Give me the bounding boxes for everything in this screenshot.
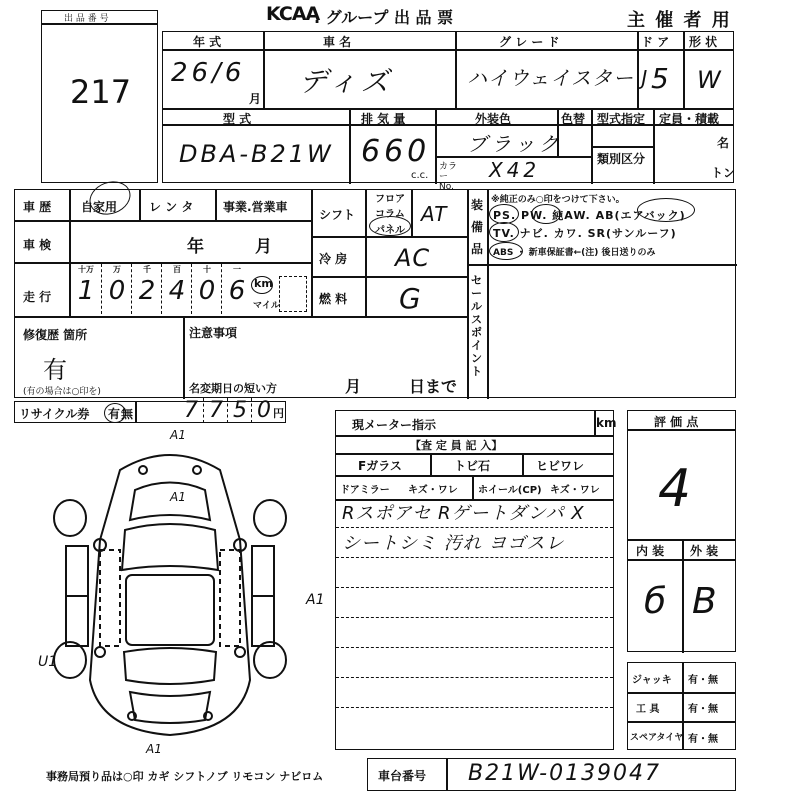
odometer-digit: 4 bbox=[168, 276, 186, 306]
wheel-value: キズ・ワレ bbox=[550, 485, 600, 496]
inspector-header: 【査 定 員 記 入】 bbox=[410, 439, 503, 452]
history-rental: レ ン タ bbox=[149, 200, 194, 214]
caution-label: 注意事項 bbox=[189, 326, 238, 340]
month-unit: 月 bbox=[249, 92, 262, 106]
shift-floor: フロア bbox=[375, 194, 405, 205]
capacity-label: 定員・積載 bbox=[659, 112, 720, 126]
vehicle-info-grid bbox=[162, 31, 736, 192]
mile-label: マイル bbox=[253, 301, 280, 311]
inspection-year: 年 bbox=[187, 237, 204, 257]
deadline-day: 日まで bbox=[409, 377, 458, 396]
equip-circle-tv bbox=[489, 222, 519, 242]
recycle-box bbox=[14, 398, 286, 423]
spare-value: 有・無 bbox=[688, 734, 718, 745]
recycle-unit: 円 bbox=[273, 407, 284, 420]
odometer-digit-cell bbox=[161, 264, 192, 314]
history-commercial: 事業.営業車 bbox=[223, 200, 288, 214]
inspector-box bbox=[335, 410, 617, 750]
interior-value: б bbox=[644, 581, 671, 622]
spare-label: スペアタイヤ bbox=[630, 733, 684, 743]
shift-panel-circle bbox=[369, 216, 411, 236]
color-no-value: X42 bbox=[489, 158, 541, 182]
recycle-yes: 有 bbox=[108, 407, 121, 421]
tools-label: 工 具 bbox=[636, 704, 660, 715]
mile-box bbox=[279, 276, 307, 312]
capacity-unit2: トン bbox=[711, 166, 736, 180]
shift-label: シフト bbox=[319, 208, 356, 222]
mark-top: A1 bbox=[170, 428, 186, 442]
equipment-row2: TV. ナビ. カワ. SR(サンルーフ) bbox=[493, 227, 677, 240]
note-line-2 bbox=[336, 557, 613, 558]
inspection-label: 車 検 bbox=[23, 238, 52, 252]
body-value: W bbox=[697, 66, 725, 94]
chassis-value: B21W-0139047 bbox=[468, 761, 662, 786]
name-value: ディズ bbox=[299, 65, 393, 98]
odometer-digit-label: 十万 bbox=[78, 265, 94, 274]
grade-value: ハイウェイスター J bbox=[467, 66, 649, 90]
name-label: 車 名 bbox=[323, 35, 352, 49]
odometer-digit: 6 bbox=[228, 276, 246, 306]
repair-note: (有の場合は○印を) bbox=[23, 387, 101, 397]
ac-value: AC bbox=[395, 244, 431, 272]
history-private: 自家用 bbox=[81, 200, 118, 214]
lot-number-label: 出 品 番 号 bbox=[64, 14, 109, 24]
inspection-month: 月 bbox=[255, 237, 272, 257]
capacity-unit1: 名 bbox=[717, 136, 730, 150]
wheel-label: ホイール(CP) bbox=[478, 485, 542, 496]
odometer-digit-cell bbox=[131, 264, 162, 314]
odometer-digit-cell bbox=[71, 264, 101, 314]
history-label: 車 歴 bbox=[23, 200, 52, 214]
note-line-5 bbox=[336, 647, 613, 648]
mirror-value: キズ・ワレ bbox=[408, 485, 458, 496]
type-designation-label: 型式指定 bbox=[597, 112, 646, 126]
year-label: 年 式 bbox=[193, 35, 222, 49]
color-value: ブラック bbox=[467, 132, 563, 156]
ac-label: 冷 房 bbox=[319, 252, 348, 266]
office-note: 事務局預り品は○印 カギ シフトノブ リモコン ナビロム bbox=[46, 770, 324, 783]
header-role: 主 催 者 用 bbox=[627, 10, 732, 31]
odometer-digit-label: 一 bbox=[233, 265, 241, 274]
equipment-row1: PS. PW. 純AW. AB(エアバック) bbox=[493, 209, 686, 222]
fuel-label: 燃 料 bbox=[319, 292, 348, 306]
jack-value: 有・無 bbox=[688, 675, 718, 686]
history-block bbox=[14, 189, 736, 398]
model-label: 型 式 bbox=[223, 112, 252, 126]
recycle-digit: 5 bbox=[227, 398, 252, 423]
glass-opt1: トビ石 bbox=[454, 459, 491, 473]
color-label: 外装色 bbox=[475, 112, 512, 126]
header-title: . グループ 出 品 票 bbox=[314, 8, 454, 27]
inspector-note1: Rスポアセ Rゲートダンパ X bbox=[342, 503, 585, 524]
sales-point-label: セールスポイント bbox=[471, 274, 482, 378]
repair-label: 修復歴 箇所 bbox=[23, 328, 88, 342]
disp-unit: c.c. bbox=[411, 170, 429, 181]
deadline-label: 名変期日の短い方 bbox=[189, 382, 277, 395]
fuel-value: G bbox=[399, 282, 425, 315]
equip-circle-abs bbox=[489, 242, 523, 260]
note-line-1 bbox=[336, 527, 613, 528]
equipment-row3: ABS ・ 新車保証書←(注) 後日送りのみ bbox=[493, 248, 656, 258]
equip-circle-pw bbox=[531, 204, 561, 224]
note-line-3 bbox=[336, 587, 613, 588]
odometer-digits bbox=[71, 264, 251, 314]
inspector-note2: シートシミ 汚れ ヨゴスレ bbox=[342, 533, 565, 554]
grade-value: 4 bbox=[658, 459, 696, 519]
doors-value: 5 bbox=[651, 62, 673, 95]
odometer-digit: 0 bbox=[108, 276, 126, 306]
recycle-digit: 7 bbox=[203, 398, 228, 423]
recycle-no: 無 bbox=[121, 407, 134, 421]
meter-label: 現メーター指示 bbox=[352, 418, 437, 432]
mark-bottom: A1 bbox=[146, 742, 162, 756]
recycle-digit: 7 bbox=[184, 398, 198, 423]
deadline-month: 月 bbox=[345, 377, 362, 396]
glass-opt2: ヒビワレ bbox=[536, 459, 585, 473]
color-change-label: 色替 bbox=[561, 112, 586, 126]
odometer-digit-label: 百 bbox=[173, 265, 181, 274]
odometer-digit-cell bbox=[191, 264, 222, 314]
odometer-digit-label: 万 bbox=[113, 265, 121, 274]
equipment-label: 装 備 品 bbox=[471, 198, 484, 256]
repair-value: 有 bbox=[43, 356, 67, 384]
equip-circle-ab bbox=[637, 198, 695, 222]
shift-column: コラム bbox=[375, 209, 405, 220]
color-no-label: カラー No. bbox=[439, 162, 458, 192]
recycle-amount bbox=[139, 398, 279, 424]
shift-panel: パネル bbox=[375, 225, 405, 236]
equipment-note: ※純正のみ○印をつけて下さい。 bbox=[491, 195, 625, 205]
grade-label: グ レ ー ド bbox=[499, 35, 560, 49]
body-label: 形 状 bbox=[689, 35, 718, 49]
chassis-box bbox=[367, 758, 736, 791]
disp-value: 660 bbox=[361, 134, 431, 169]
shift-value: AT bbox=[421, 202, 448, 226]
mark-right: A1 bbox=[306, 592, 325, 608]
recycle-digit: 0 bbox=[251, 398, 276, 423]
grade-label: 評 価 点 bbox=[654, 415, 699, 429]
glass-label: Fガラス bbox=[358, 459, 402, 473]
car-damage-diagram bbox=[40, 430, 300, 750]
meter-unit: km bbox=[596, 416, 617, 430]
doors-label: ド ア bbox=[641, 35, 670, 49]
chassis-label: 車台番号 bbox=[378, 769, 427, 783]
odometer-digit: 0 bbox=[198, 276, 216, 306]
odometer-digit-cell bbox=[221, 264, 252, 314]
jack-label: ジャッキ bbox=[632, 675, 672, 686]
header-brand: KCAA bbox=[266, 3, 320, 25]
lot-number-box bbox=[41, 10, 158, 183]
year-value: 26/6 bbox=[171, 58, 246, 88]
tools-value: 有・無 bbox=[688, 704, 718, 715]
tools-box bbox=[627, 662, 736, 750]
odometer-digit-cell bbox=[101, 264, 132, 314]
model-value: DBA-B21W bbox=[179, 140, 334, 168]
lot-number: 217 bbox=[70, 73, 132, 111]
disp-label: 排 気 量 bbox=[361, 112, 406, 126]
note-line-7 bbox=[336, 707, 613, 708]
mark-hood: A1 bbox=[170, 490, 186, 504]
equip-circle-ps bbox=[489, 204, 519, 224]
recycle-label: リサイクル券 bbox=[19, 407, 90, 421]
mirror-label: ドアミラー bbox=[340, 485, 390, 496]
mark-left: U1 bbox=[38, 654, 58, 670]
exterior-value: B bbox=[692, 581, 721, 622]
mileage-label: 走 行 bbox=[23, 290, 52, 304]
exterior-label: 外 装 bbox=[690, 544, 719, 558]
km-label: km bbox=[254, 277, 273, 290]
note-line-6 bbox=[336, 677, 613, 678]
odometer-digit-label: 千 bbox=[143, 265, 151, 274]
class-label: 類別区分 bbox=[597, 152, 646, 166]
odometer-digit: 2 bbox=[138, 276, 156, 306]
note-line-4 bbox=[336, 617, 613, 618]
interior-label: 内 装 bbox=[636, 544, 665, 558]
odometer-digit: 1 bbox=[77, 276, 95, 306]
grade-box bbox=[627, 410, 736, 652]
odometer-digit-label: 十 bbox=[203, 265, 211, 274]
